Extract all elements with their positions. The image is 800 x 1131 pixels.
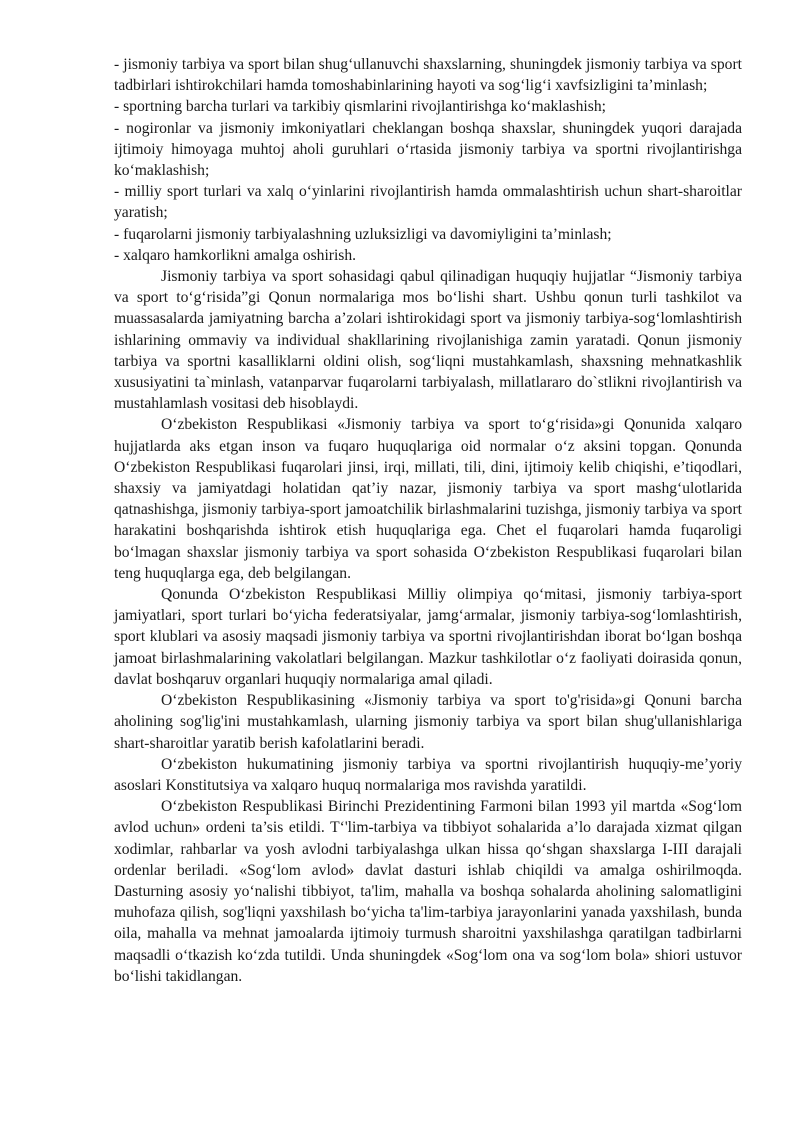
- body-paragraph: O‘zbekiston Respublikasi Birinchi Prezidentining Farmoni bilan 1993 yil martda «Sog‘lom avlod uchun» ordeni ta’sis etildi. T‘'lim-tarbiya va tibbiyot sohalarida a’lo darajada xizmat qilgan xodimlar, rahbarlar va yosh avlodni tarbiyalashga ulkan hissa qo‘shgan shaxslarga I-III darajali ordenlar beriladi. «Sog‘lom avlod» davlat dasturi ishlab chiqildi va amalga oshirilmoqda. Dasturning asosiy yo‘nalishi tibbiyot, ta'lim, mahalla va boshqa sohalarda aholining salomatligini muhofaza qilish, sog'liqni yaxshilash bo‘yicha ta'lim-tarbiya jarayonlarini yanada yaxshilash, bunda oila, mahalla va mehnat jamoalarda ijtimoiy turmush sharoitni yaxshilashga qaratilgan tadbirlarni maqsadli o‘tkazish ko‘zda tutildi. Unda shuningdek «Sog‘lom ona va sog‘lom bola» shiori ustuvor bo‘lishi takidlangan.: [114, 798, 742, 985]
- bullet-item: - nogironlar va jismoniy imkoniyatlari cheklangan boshqa shaxslar, shuningdek yuqori darajada ijtimoiy himoyaga muhtoj aholi guruhlari o‘rtasida jismoniy tarbiya va sportni rivojlantirishga ko‘maklashish;: [114, 119, 742, 180]
- body-paragraph: O‘zbekiston Respublikasi «Jismoniy tarbiya va sport to‘g‘risida»gi Qonunida xalqaro hujjatlarda aks etgan inson va fuqaro huquqlariga oid normalar o‘z aksini topgan. Qonunda O‘zbekiston Respublikasi fuqarolari jinsi, irqi, millati, tili, dini, ijtimoiy kelib chiqishi, e’tiqodlari, shaxsiy va jamiyatdagi holatidan qat’iy nazar, jismoniy tarbiya va sport mashg‘ulotlarida qatnashishga, jismoniy tarbiya-sport jamoatchilik birlashmalarini tuzishga, jismoniy tarbiya va sport harakatini boshqarishda ishtirok etish huquqlariga ega. Chet el fuqarolari hamda fuqaroligi bo‘lmagan shaxslar jismoniy tarbiya va sport sohasida O‘zbekiston Respublikasi fuqarolari bilan teng huquqlarga ega, deb belgilangan.: [114, 416, 742, 582]
- bullet-item: - milliy sport turlari va xalq o‘yinlarini rivojlantirish hamda ommalashtirish uchun shart-sharoitlar yaratish;: [114, 183, 742, 222]
- body-paragraph: Qonunda O‘zbekiston Respublikasi Milliy olimpiya qo‘mitasi, jismoniy tarbiya-sport jamiyatlari, sport turlari bo‘yicha federatsiyalar, jamg‘armalar, jismoniy tarbiya-sog‘lomlashtirish, sport klublari va asosiy maqsadi jismoniy tarbiya va sportni rivojlantirishdan iborat bo‘lgan boshqa jamoat birlashmalarining vakolatlari belgilangan. Mazkur tashkilotlar o‘z faoliyati doirasida qonun, davlat boshqaruv organlari huquqiy normalariga amal qiladi.: [114, 586, 742, 688]
- body-paragraph: O‘zbekiston hukumatining jismoniy tarbiya va sportni rivojlantirish huquqiy-me’yoriy asoslari Konstitutsiya va xalqaro huquq normalariga mos ravishda yaratildi.: [114, 755, 742, 794]
- body-paragraph: Jismoniy tarbiya va sport sohasidagi qabul qilinadigan huquqiy hujjatlar “Jismoniy tarbiya va sport to‘g‘risida”gi Qonun normalariga mos bo‘lishi shart. Ushbu qonun turli tashkilot va muassasalarda jamiyatning barcha a’zolari ishtirokidagi sport va jismoniy tarbiya-sog‘lomlashtirish ishlarining ommaviy va individual shakllarining rivojlanishiga zamin yaratadi. Qonun jismoniy tarbiya va sportni kasalliklarni oldini olish, sog‘liqni mustahkamlash, shaxsning mehnatkashlik xususiyatini ta`minlash, vatanparvar fuqarolarni tarbiyalash, millatlararo do`stlikni rivojlantirish va mustahlamlash vositasi deb hisoblaydi.: [114, 268, 742, 413]
- bullet-item: - fuqarolarni jismoniy tarbiyalashning uzluksizligi va davomiyligini ta’minlash;: [114, 225, 612, 243]
- document-page: [114, 54, 742, 987]
- bullet-item: - xalqaro hamkorlikni amalga oshirish.: [114, 246, 357, 264]
- bullet-item: - jismoniy tarbiya va sport bilan shug‘ullanuvchi shaxslarning, shuningdek jismoniy tarbiya va sport tadbirlari ishtirokchilari hamda tomoshabinlarining hayoti va sog‘lig‘i xavfsizligini ta’minlash;: [114, 56, 742, 95]
- body-paragraph: O‘zbekiston Respublikasining «Jismoniy tarbiya va sport to'g'risida»gi Qonuni barcha aholining sog'lig'ini mustahkamlash, ularning jismoniy tarbiya va sport bilan shug'ullanishlariga shart-sharoitlar yaratib berish kafolatlarini beradi.: [114, 692, 742, 752]
- bullet-item: - sportning barcha turlari va tarkibiy qismlarini rivojlantirishga ko‘maklashish;: [114, 98, 606, 116]
